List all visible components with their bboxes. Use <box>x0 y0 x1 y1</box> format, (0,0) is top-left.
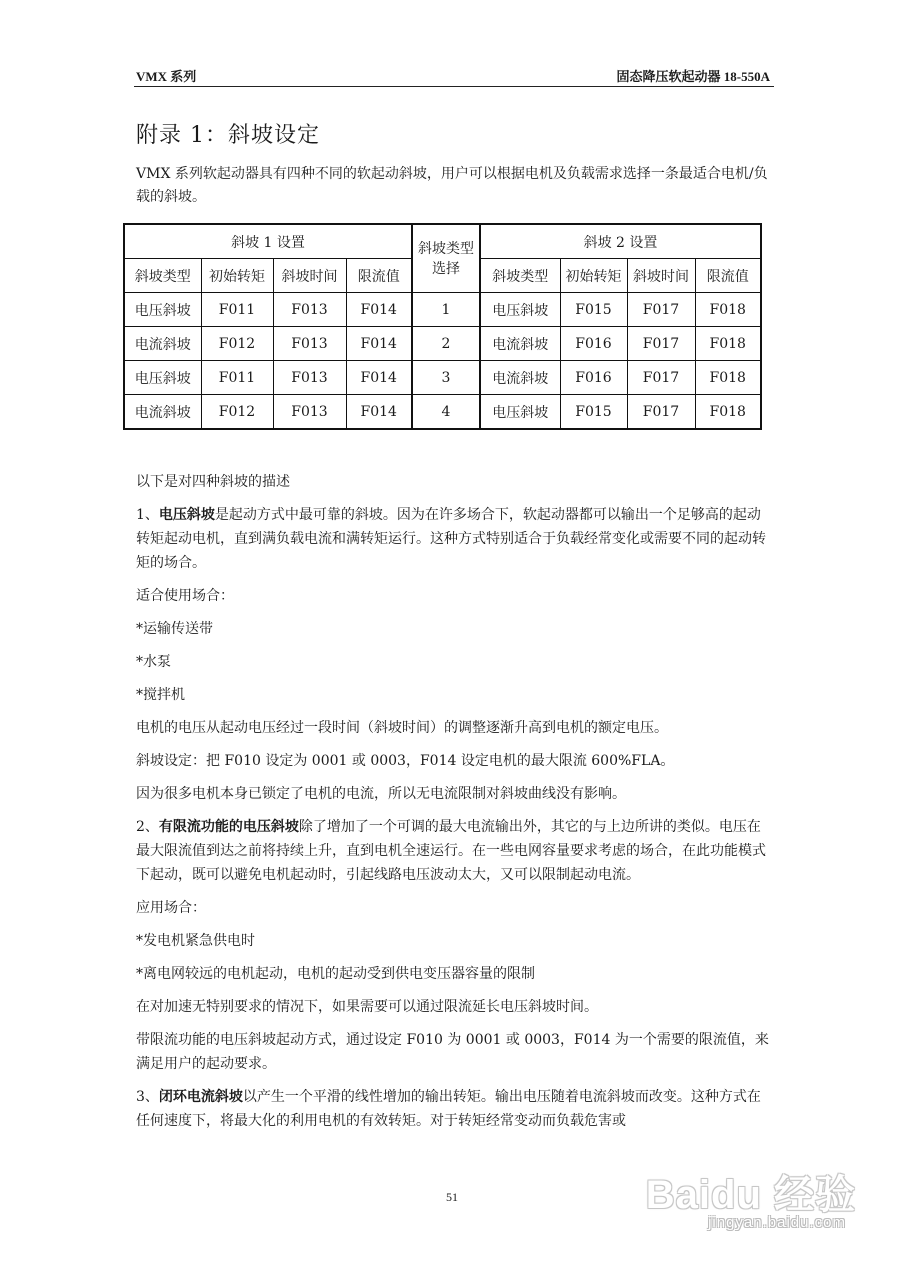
table-cell: F014 <box>346 395 412 430</box>
section-1-apply-label: 适合使用场合： <box>136 588 234 604</box>
watermark-url: jingyan.baidu.com <box>708 1214 846 1231</box>
ramp1-group-header: 斜坡 1 设置 <box>124 224 412 259</box>
table-cell: F015 <box>560 395 627 430</box>
section-1-text: 是起动方式中最可靠的斜坡。因为在许多场合下，软起动器都可以输出一个足够高的起动转矩起动电机，直到满负载电流和满转矩运行。这种方式特别适合于负载经常变化或需要不同的起动转矩的场合。 <box>136 507 766 571</box>
section-1-p3: 因为很多电机本身已锁定了电机的电流，所以无电流限制对斜坡曲线没有影响。 <box>136 786 626 802</box>
table-cell: F017 <box>627 361 695 395</box>
table-row <box>124 395 761 430</box>
body-text <box>136 470 770 1142</box>
table-cell: 电压斜坡 <box>124 361 201 395</box>
list-item: *搅拌机 <box>136 687 185 703</box>
table-cell: F018 <box>695 327 761 361</box>
section-number: 2、 <box>136 819 159 835</box>
col-header: 初始转矩 <box>560 259 627 293</box>
list-item: *运输传送带 <box>136 621 213 637</box>
table-cell: 1 <box>412 293 480 327</box>
section-1-p2: 斜坡设定：把 F010 设定为 0001 或 0003，F014 设定电机的最大限流 600%FLA。 <box>136 753 675 769</box>
table-cell: F017 <box>627 327 695 361</box>
col-header: 初始转矩 <box>201 259 273 293</box>
intro-paragraph: VMX 系列软起动器具有四种不同的软起动斜坡，用户可以根据电机及负载需求选择一条最适合电机/负载的斜坡。 <box>136 166 768 205</box>
list-item: *离电网较远的电机起动，电机的起动受到供电变压器容量的限制 <box>136 966 535 982</box>
table-cell: 电压斜坡 <box>124 293 201 327</box>
table-row <box>124 361 761 395</box>
table-cell: F014 <box>346 361 412 395</box>
table-cell: 3 <box>412 361 480 395</box>
table-cell: F014 <box>346 293 412 327</box>
section-number: 1、 <box>136 507 159 523</box>
table-cell: F018 <box>695 395 761 430</box>
section-2-paragraph <box>136 815 770 887</box>
table-cell: 电流斜坡 <box>480 327 560 361</box>
desc-intro: 以下是对四种斜坡的描述 <box>136 474 290 490</box>
table-row <box>124 327 761 361</box>
col-header: 限流值 <box>346 259 412 293</box>
table-cell: F011 <box>201 361 273 395</box>
section-2-heading: 有限流功能的电压斜坡 <box>158 819 299 835</box>
table-cell: F013 <box>273 327 346 361</box>
table-cell: F013 <box>273 361 346 395</box>
table-row <box>124 293 761 327</box>
header-product: 固态降压软起动器 18-550A <box>616 69 770 84</box>
ramp-settings-table <box>123 223 762 430</box>
section-3-heading: 闭环电流斜坡 <box>158 1089 243 1105</box>
table-cell: F014 <box>346 327 412 361</box>
ramp-select-header: 斜坡类型选择 <box>412 224 480 293</box>
table-cell: 电流斜坡 <box>124 327 201 361</box>
table-cell: F018 <box>695 293 761 327</box>
section-3-paragraph <box>136 1085 770 1133</box>
table-cell: F016 <box>560 361 627 395</box>
table-cell: F013 <box>273 395 346 430</box>
section-2-text: 除了增加了一个可调的最大电流输出外，其它的与上边所讲的类似。电压在最大限流值到达之前将持续上升，直到电机全速运行。在一些电网容量要求考虑的场合，在此功能模式下起动，既可以避免电机起动时，引起线路电压波动太大，又可以限制起动电流。 <box>136 819 766 883</box>
col-header: 斜坡时间 <box>627 259 695 293</box>
table-cell: F013 <box>273 293 346 327</box>
table-cell: 电压斜坡 <box>480 293 560 327</box>
table-cell: F012 <box>201 395 273 430</box>
table-cell: F016 <box>560 327 627 361</box>
table-cell: 电压斜坡 <box>480 395 560 430</box>
watermark-logo: Baidu 经验 <box>645 1173 856 1217</box>
col-header: 斜坡类型 <box>124 259 201 293</box>
header-series: VMX 系列 <box>136 69 197 84</box>
page-title: 附录 1：斜坡设定 <box>136 123 320 148</box>
col-header: 限流值 <box>695 259 761 293</box>
table-cell: F018 <box>695 361 761 395</box>
table-cell: F011 <box>201 293 273 327</box>
table-cell: F017 <box>627 293 695 327</box>
table-cell: 电流斜坡 <box>480 361 560 395</box>
header-divider <box>134 86 774 87</box>
table-cell: 4 <box>412 395 480 430</box>
col-header: 斜坡时间 <box>273 259 346 293</box>
section-1-paragraph <box>136 503 770 575</box>
table-cell: F015 <box>560 293 627 327</box>
section-1-heading: 电压斜坡 <box>158 507 215 523</box>
section-number: 3、 <box>136 1089 159 1105</box>
section-2-apply-label: 应用场合： <box>136 900 206 916</box>
table-cell: 电流斜坡 <box>124 395 201 430</box>
ramp2-group-header: 斜坡 2 设置 <box>480 224 761 259</box>
table-cell: 2 <box>412 327 480 361</box>
page-number: 51 <box>446 1190 458 1204</box>
table-header-row <box>124 224 761 259</box>
list-item: *水泵 <box>136 654 171 670</box>
table-cell: F017 <box>627 395 695 430</box>
table-cell: F012 <box>201 327 273 361</box>
section-2-p2: 带限流功能的电压斜坡起动方式，通过设定 F010 为 0001 或 0003，F014 为一个需要的限流值，来满足用户的起动要求。 <box>136 1032 769 1072</box>
list-item: *发电机紧急供电时 <box>136 933 255 949</box>
section-3-text: 以产生一个平滑的线性增加的输出转矩。输出电压随着电流斜坡而改变。这种方式在任何速度下，将最大化的利用电机的有效转矩。对于转矩经常变动而负载危害或 <box>136 1089 761 1129</box>
col-header: 斜坡类型 <box>480 259 560 293</box>
section-1-p1: 电机的电压从起动电压经过一段时间（斜坡时间）的调整逐渐升高到电机的额定电压。 <box>136 720 668 736</box>
section-2-p1: 在对加速无特别要求的情况下，如果需要可以通过限流延长电压斜坡时间。 <box>136 999 598 1015</box>
